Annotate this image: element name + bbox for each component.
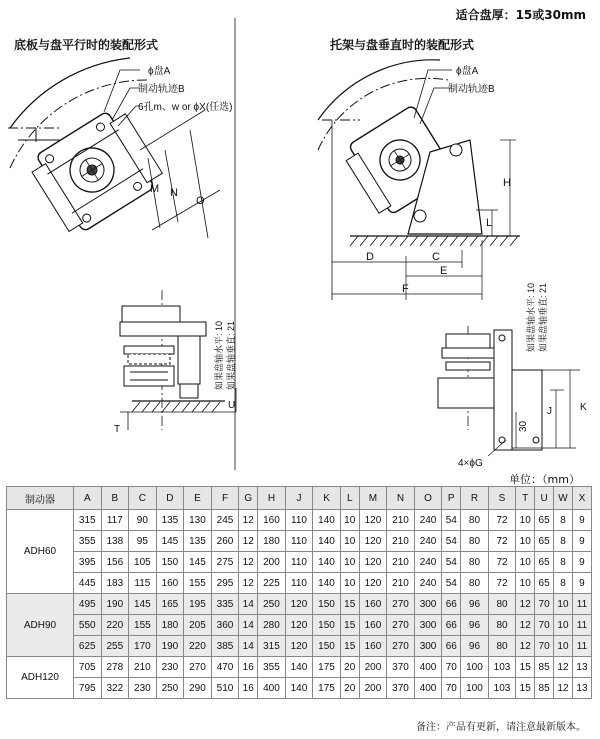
table-row bbox=[7, 531, 592, 552]
table-cell: 160 bbox=[359, 615, 387, 636]
column-header: E bbox=[184, 487, 212, 510]
table-cell: 300 bbox=[414, 594, 442, 615]
table-cell: 65 bbox=[535, 531, 554, 552]
dim-30: 30 bbox=[518, 420, 529, 432]
right-vertical-note-1: 如果盘轴水平: 10 bbox=[526, 282, 536, 352]
table-cell: 10 bbox=[340, 552, 359, 573]
table-cell: 120 bbox=[359, 552, 387, 573]
dim-holes-g: 4×ϕG bbox=[458, 458, 483, 469]
table-cell: 335 bbox=[211, 594, 239, 615]
table-cell: 160 bbox=[359, 594, 387, 615]
table-cell: 14 bbox=[239, 636, 258, 657]
table-cell: 70 bbox=[442, 657, 461, 678]
table-cell: 65 bbox=[535, 510, 554, 531]
table-cell: 120 bbox=[359, 531, 387, 552]
left-callout-track-b: 制动轨迹B bbox=[138, 84, 185, 95]
table-cell: 110 bbox=[285, 552, 313, 573]
table-cell: 11 bbox=[572, 615, 591, 636]
table-cell: 230 bbox=[156, 657, 184, 678]
table-cell: 85 bbox=[535, 657, 554, 678]
table-cell: 70 bbox=[535, 615, 554, 636]
table-cell: 14 bbox=[239, 594, 258, 615]
column-header: O bbox=[414, 487, 442, 510]
table-cell: 160 bbox=[258, 510, 286, 531]
left-callout-holes: 6孔m、w or ϕX(任选) bbox=[138, 102, 233, 113]
footer-note: 备注：产品有更新，请注意最新版本。 bbox=[416, 722, 586, 733]
column-header: G bbox=[239, 487, 258, 510]
spec-table-header bbox=[7, 487, 592, 510]
dim-o: O bbox=[196, 195, 205, 207]
table-cell: 120 bbox=[285, 636, 313, 657]
table-cell: 96 bbox=[461, 615, 489, 636]
table-cell: 355 bbox=[74, 531, 102, 552]
table-cell: 510 bbox=[211, 678, 239, 699]
table-cell: 360 bbox=[211, 615, 239, 636]
table-cell: 85 bbox=[535, 678, 554, 699]
table-cell: 8 bbox=[554, 552, 573, 573]
column-header: S bbox=[488, 487, 516, 510]
table-cell: 220 bbox=[101, 615, 129, 636]
column-header: K bbox=[313, 487, 341, 510]
table-cell: 110 bbox=[285, 531, 313, 552]
table-cell: 80 bbox=[461, 552, 489, 573]
unit-label: 单位：（mm） bbox=[509, 473, 580, 486]
table-cell: 230 bbox=[129, 678, 157, 699]
column-header: R bbox=[461, 487, 489, 510]
table-cell: 145 bbox=[156, 531, 184, 552]
column-header: P bbox=[442, 487, 461, 510]
column-header: M bbox=[359, 487, 387, 510]
table-row bbox=[7, 636, 592, 657]
table-cell: 250 bbox=[258, 594, 286, 615]
table-cell: 165 bbox=[156, 594, 184, 615]
table-cell: 295 bbox=[211, 573, 239, 594]
table-cell: 240 bbox=[414, 573, 442, 594]
column-header: L bbox=[340, 487, 359, 510]
table-cell: 72 bbox=[488, 510, 516, 531]
dim-c: C bbox=[432, 251, 440, 263]
table-cell: 10 bbox=[554, 594, 573, 615]
table-cell: 120 bbox=[285, 594, 313, 615]
table-cell: 240 bbox=[414, 552, 442, 573]
dim-k: K bbox=[580, 402, 587, 413]
left-vertical-note-1: 如果盘轴水平: 10 bbox=[214, 320, 224, 390]
table-cell: 65 bbox=[535, 552, 554, 573]
table-cell: 322 bbox=[101, 678, 129, 699]
table-cell: 13 bbox=[572, 678, 591, 699]
table-cell: 205 bbox=[184, 615, 212, 636]
table-cell: 15 bbox=[340, 615, 359, 636]
dim-e: E bbox=[440, 265, 448, 277]
dim-j: J bbox=[547, 406, 552, 417]
table-cell: 8 bbox=[554, 510, 573, 531]
table-cell: 80 bbox=[461, 531, 489, 552]
table-row bbox=[7, 573, 592, 594]
dim-m: M bbox=[150, 183, 160, 195]
table-cell: 80 bbox=[488, 636, 516, 657]
table-cell: 115 bbox=[129, 573, 157, 594]
table-cell: 183 bbox=[101, 573, 129, 594]
column-header: J bbox=[285, 487, 313, 510]
table-cell: 140 bbox=[285, 678, 313, 699]
right-perpendicular-drawing bbox=[318, 60, 520, 300]
model-cell: ADH60 bbox=[7, 510, 74, 594]
table-cell: 16 bbox=[239, 678, 258, 699]
table-cell: 20 bbox=[340, 678, 359, 699]
table-cell: 80 bbox=[488, 594, 516, 615]
table-cell: 138 bbox=[101, 531, 129, 552]
table-cell: 150 bbox=[313, 636, 341, 657]
table-cell: 150 bbox=[313, 594, 341, 615]
table-cell: 300 bbox=[414, 636, 442, 657]
dim-f: F bbox=[402, 283, 409, 295]
table-cell: 300 bbox=[414, 615, 442, 636]
dim-d: D bbox=[366, 251, 374, 263]
table-cell: 15 bbox=[516, 657, 535, 678]
table-cell: 240 bbox=[414, 531, 442, 552]
left-callout-disc-a: ϕ盘A bbox=[148, 66, 171, 77]
table-cell: 10 bbox=[340, 531, 359, 552]
table-cell: 65 bbox=[535, 573, 554, 594]
table-cell: 80 bbox=[461, 573, 489, 594]
table-cell: 280 bbox=[258, 615, 286, 636]
table-cell: 70 bbox=[535, 636, 554, 657]
table-cell: 400 bbox=[414, 678, 442, 699]
table-cell: 315 bbox=[74, 510, 102, 531]
table-cell: 100 bbox=[461, 657, 489, 678]
column-header: 制动器 bbox=[7, 487, 74, 510]
table-cell: 270 bbox=[387, 615, 415, 636]
table-cell: 175 bbox=[313, 657, 341, 678]
table-cell: 72 bbox=[488, 552, 516, 573]
table-cell: 130 bbox=[184, 510, 212, 531]
table-cell: 11 bbox=[572, 594, 591, 615]
table-cell: 140 bbox=[285, 657, 313, 678]
table-cell: 100 bbox=[461, 678, 489, 699]
table-cell: 10 bbox=[554, 615, 573, 636]
table-cell: 9 bbox=[572, 573, 591, 594]
table-cell: 160 bbox=[359, 636, 387, 657]
table-cell: 140 bbox=[313, 531, 341, 552]
table-cell: 66 bbox=[442, 615, 461, 636]
left-parallel-drawing bbox=[8, 18, 235, 470]
table-cell: 270 bbox=[387, 636, 415, 657]
table-cell: 96 bbox=[461, 636, 489, 657]
table-cell: 470 bbox=[211, 657, 239, 678]
column-header: A bbox=[74, 487, 102, 510]
table-cell: 8 bbox=[554, 573, 573, 594]
table-cell: 105 bbox=[129, 552, 157, 573]
table-cell: 66 bbox=[442, 636, 461, 657]
table-cell: 90 bbox=[129, 510, 157, 531]
table-cell: 195 bbox=[184, 594, 212, 615]
table-cell: 705 bbox=[74, 657, 102, 678]
table-cell: 12 bbox=[239, 531, 258, 552]
table-row bbox=[7, 657, 592, 678]
table-cell: 210 bbox=[387, 573, 415, 594]
table-cell: 290 bbox=[184, 678, 212, 699]
table-cell: 10 bbox=[516, 573, 535, 594]
column-header: F bbox=[211, 487, 239, 510]
table-cell: 10 bbox=[516, 510, 535, 531]
table-cell: 170 bbox=[129, 636, 157, 657]
column-header: W bbox=[554, 487, 573, 510]
table-cell: 210 bbox=[387, 531, 415, 552]
column-header: U bbox=[535, 487, 554, 510]
table-cell: 15 bbox=[340, 594, 359, 615]
table-cell: 156 bbox=[101, 552, 129, 573]
table-cell: 15 bbox=[516, 678, 535, 699]
table-cell: 135 bbox=[156, 510, 184, 531]
left-vertical-note-2: 如果盘轴垂直: 21 bbox=[226, 320, 236, 390]
table-cell: 370 bbox=[387, 678, 415, 699]
table-cell: 12 bbox=[239, 552, 258, 573]
table-cell: 180 bbox=[258, 531, 286, 552]
disc-thickness-note: 适合盘厚：15或30mm bbox=[455, 8, 586, 22]
model-cell: ADH90 bbox=[7, 594, 74, 657]
table-cell: 385 bbox=[211, 636, 239, 657]
table-cell: 70 bbox=[442, 678, 461, 699]
table-cell: 135 bbox=[184, 531, 212, 552]
table-cell: 12 bbox=[516, 594, 535, 615]
table-cell: 12 bbox=[516, 615, 535, 636]
table-cell: 95 bbox=[129, 531, 157, 552]
table-cell: 14 bbox=[239, 615, 258, 636]
table-row bbox=[7, 678, 592, 699]
table-cell: 10 bbox=[516, 552, 535, 573]
model-group bbox=[7, 657, 592, 699]
dim-t: T bbox=[114, 424, 121, 435]
table-cell: 110 bbox=[285, 573, 313, 594]
table-cell: 210 bbox=[129, 657, 157, 678]
table-cell: 200 bbox=[359, 678, 387, 699]
left-section-title: 底板与盘平行时的装配形式 bbox=[14, 38, 159, 52]
table-cell: 11 bbox=[572, 636, 591, 657]
table-cell: 20 bbox=[340, 657, 359, 678]
dim-l: L bbox=[486, 217, 493, 229]
table-cell: 250 bbox=[156, 678, 184, 699]
table-cell: 9 bbox=[572, 552, 591, 573]
table-cell: 140 bbox=[313, 510, 341, 531]
table-cell: 240 bbox=[414, 510, 442, 531]
table-row bbox=[7, 615, 592, 636]
table-cell: 190 bbox=[101, 594, 129, 615]
table-cell: 120 bbox=[359, 573, 387, 594]
table-cell: 400 bbox=[414, 657, 442, 678]
table-cell: 10 bbox=[340, 510, 359, 531]
spec-table bbox=[6, 486, 592, 699]
table-cell: 96 bbox=[461, 594, 489, 615]
table-cell: 13 bbox=[572, 657, 591, 678]
table-cell: 66 bbox=[442, 594, 461, 615]
column-header: D bbox=[156, 487, 184, 510]
table-cell: 155 bbox=[184, 573, 212, 594]
table-cell: 9 bbox=[572, 531, 591, 552]
table-cell: 200 bbox=[258, 552, 286, 573]
table-cell: 795 bbox=[74, 678, 102, 699]
table-cell: 10 bbox=[340, 573, 359, 594]
table-cell: 260 bbox=[211, 531, 239, 552]
table-cell: 54 bbox=[442, 531, 461, 552]
dim-n: N bbox=[170, 187, 178, 199]
table-cell: 270 bbox=[184, 657, 212, 678]
table-cell: 278 bbox=[101, 657, 129, 678]
right-side-view bbox=[438, 326, 580, 456]
table-cell: 9 bbox=[572, 510, 591, 531]
table-cell: 72 bbox=[488, 573, 516, 594]
table-cell: 355 bbox=[258, 657, 286, 678]
table-cell: 495 bbox=[74, 594, 102, 615]
table-cell: 225 bbox=[258, 573, 286, 594]
table-cell: 315 bbox=[258, 636, 286, 657]
table-cell: 445 bbox=[74, 573, 102, 594]
table-cell: 150 bbox=[156, 552, 184, 573]
model-cell: ADH120 bbox=[7, 657, 74, 699]
table-cell: 8 bbox=[554, 531, 573, 552]
table-cell: 117 bbox=[101, 510, 129, 531]
table-cell: 12 bbox=[554, 678, 573, 699]
model-group bbox=[7, 510, 592, 594]
table-cell: 155 bbox=[129, 615, 157, 636]
table-cell: 245 bbox=[211, 510, 239, 531]
table-row bbox=[7, 594, 592, 615]
table-cell: 70 bbox=[535, 594, 554, 615]
table-cell: 160 bbox=[156, 573, 184, 594]
table-cell: 120 bbox=[285, 615, 313, 636]
table-cell: 200 bbox=[359, 657, 387, 678]
column-header: X bbox=[572, 487, 591, 510]
table-cell: 54 bbox=[442, 573, 461, 594]
table-cell: 103 bbox=[488, 657, 516, 678]
table-cell: 145 bbox=[184, 552, 212, 573]
right-callout-disc-a: ϕ盘A bbox=[456, 66, 479, 77]
table-cell: 103 bbox=[488, 678, 516, 699]
table-cell: 255 bbox=[101, 636, 129, 657]
table-cell: 140 bbox=[313, 552, 341, 573]
table-cell: 10 bbox=[516, 531, 535, 552]
table-cell: 12 bbox=[239, 510, 258, 531]
table-cell: 220 bbox=[184, 636, 212, 657]
table-cell: 180 bbox=[156, 615, 184, 636]
table-cell: 395 bbox=[74, 552, 102, 573]
table-cell: 175 bbox=[313, 678, 341, 699]
dim-h: H bbox=[503, 177, 511, 189]
table-cell: 120 bbox=[359, 510, 387, 531]
table-cell: 12 bbox=[239, 573, 258, 594]
model-group bbox=[7, 594, 592, 657]
column-header: H bbox=[258, 487, 286, 510]
table-cell: 210 bbox=[387, 552, 415, 573]
column-header: T bbox=[516, 487, 535, 510]
table-cell: 275 bbox=[211, 552, 239, 573]
table-cell: 54 bbox=[442, 510, 461, 531]
column-header: B bbox=[101, 487, 129, 510]
table-cell: 150 bbox=[313, 615, 341, 636]
table-row bbox=[7, 510, 592, 531]
table-cell: 72 bbox=[488, 531, 516, 552]
table-cell: 625 bbox=[74, 636, 102, 657]
table-cell: 400 bbox=[258, 678, 286, 699]
table-cell: 80 bbox=[461, 510, 489, 531]
table-cell: 80 bbox=[488, 615, 516, 636]
right-callout-track-b: 制动轨迹B bbox=[448, 84, 495, 95]
table-cell: 10 bbox=[554, 636, 573, 657]
table-cell: 270 bbox=[387, 594, 415, 615]
table-cell: 370 bbox=[387, 657, 415, 678]
table-row bbox=[7, 552, 592, 573]
table-cell: 140 bbox=[313, 573, 341, 594]
table-cell: 190 bbox=[156, 636, 184, 657]
table-cell: 210 bbox=[387, 510, 415, 531]
right-vertical-note-2: 如果盘轴垂直: 21 bbox=[538, 282, 548, 352]
dim-u: U bbox=[228, 400, 236, 411]
table-cell: 110 bbox=[285, 510, 313, 531]
table-cell: 16 bbox=[239, 657, 258, 678]
table-cell: 54 bbox=[442, 552, 461, 573]
right-section-title: 托架与盘垂直时的装配形式 bbox=[330, 38, 475, 52]
column-header: N bbox=[387, 487, 415, 510]
table-cell: 145 bbox=[129, 594, 157, 615]
column-header: C bbox=[129, 487, 157, 510]
table-cell: 550 bbox=[74, 615, 102, 636]
table-cell: 12 bbox=[516, 636, 535, 657]
table-cell: 12 bbox=[554, 657, 573, 678]
table-cell: 15 bbox=[340, 636, 359, 657]
